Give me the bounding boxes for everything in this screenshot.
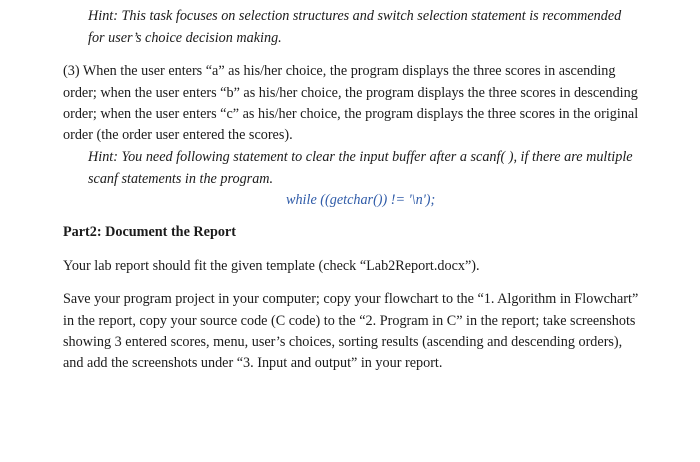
hint-line-2: for user’s choice decision making. bbox=[88, 30, 282, 46]
hint2-line-1: Hint: You need following statement to clear the input buffer after a scanf( ), if there are multiple bbox=[88, 149, 633, 165]
instructions-line-4: and add the screenshots under “3. Input and output” in your report. bbox=[63, 355, 443, 371]
item3-line-1: (3) When the user enters “a” as his/her choice, the program displays the three scores in ascending bbox=[63, 63, 616, 79]
part2-heading: Part2: Document the Report bbox=[63, 224, 236, 240]
item3-line-3: order; when the user enters “c” as his/her choice, the program displays the three scores in the original bbox=[63, 106, 639, 122]
hint-line-1: Hint: This task focuses on selection structures and switch selection statement is recommended bbox=[88, 8, 622, 24]
instructions-line-2: in the report, copy your source code (C code) to the “2. Program in C” in the report; take screenshots bbox=[63, 313, 636, 329]
item3-line-4: order (the order user entered the scores). bbox=[63, 127, 293, 143]
template-text: Your lab report should fit the given template (check “Lab2Report.docx”). bbox=[63, 258, 480, 274]
instructions-line-1: Save your program project in your computer; copy your flowchart to the “1. Algorithm in Flowchart” bbox=[63, 291, 639, 307]
instructions-line-3: showing 3 entered scores, menu, user’s choices, sorting results (ascending and descending orders), bbox=[63, 334, 623, 350]
item3-line-2: order; when the user enters “b” as his/her choice, the program displays the three scores in descending bbox=[63, 85, 638, 101]
hint2-line-2: scanf statements in the program. bbox=[88, 171, 274, 187]
code-statement: while ((getchar()) != '\n'); bbox=[286, 192, 436, 208]
